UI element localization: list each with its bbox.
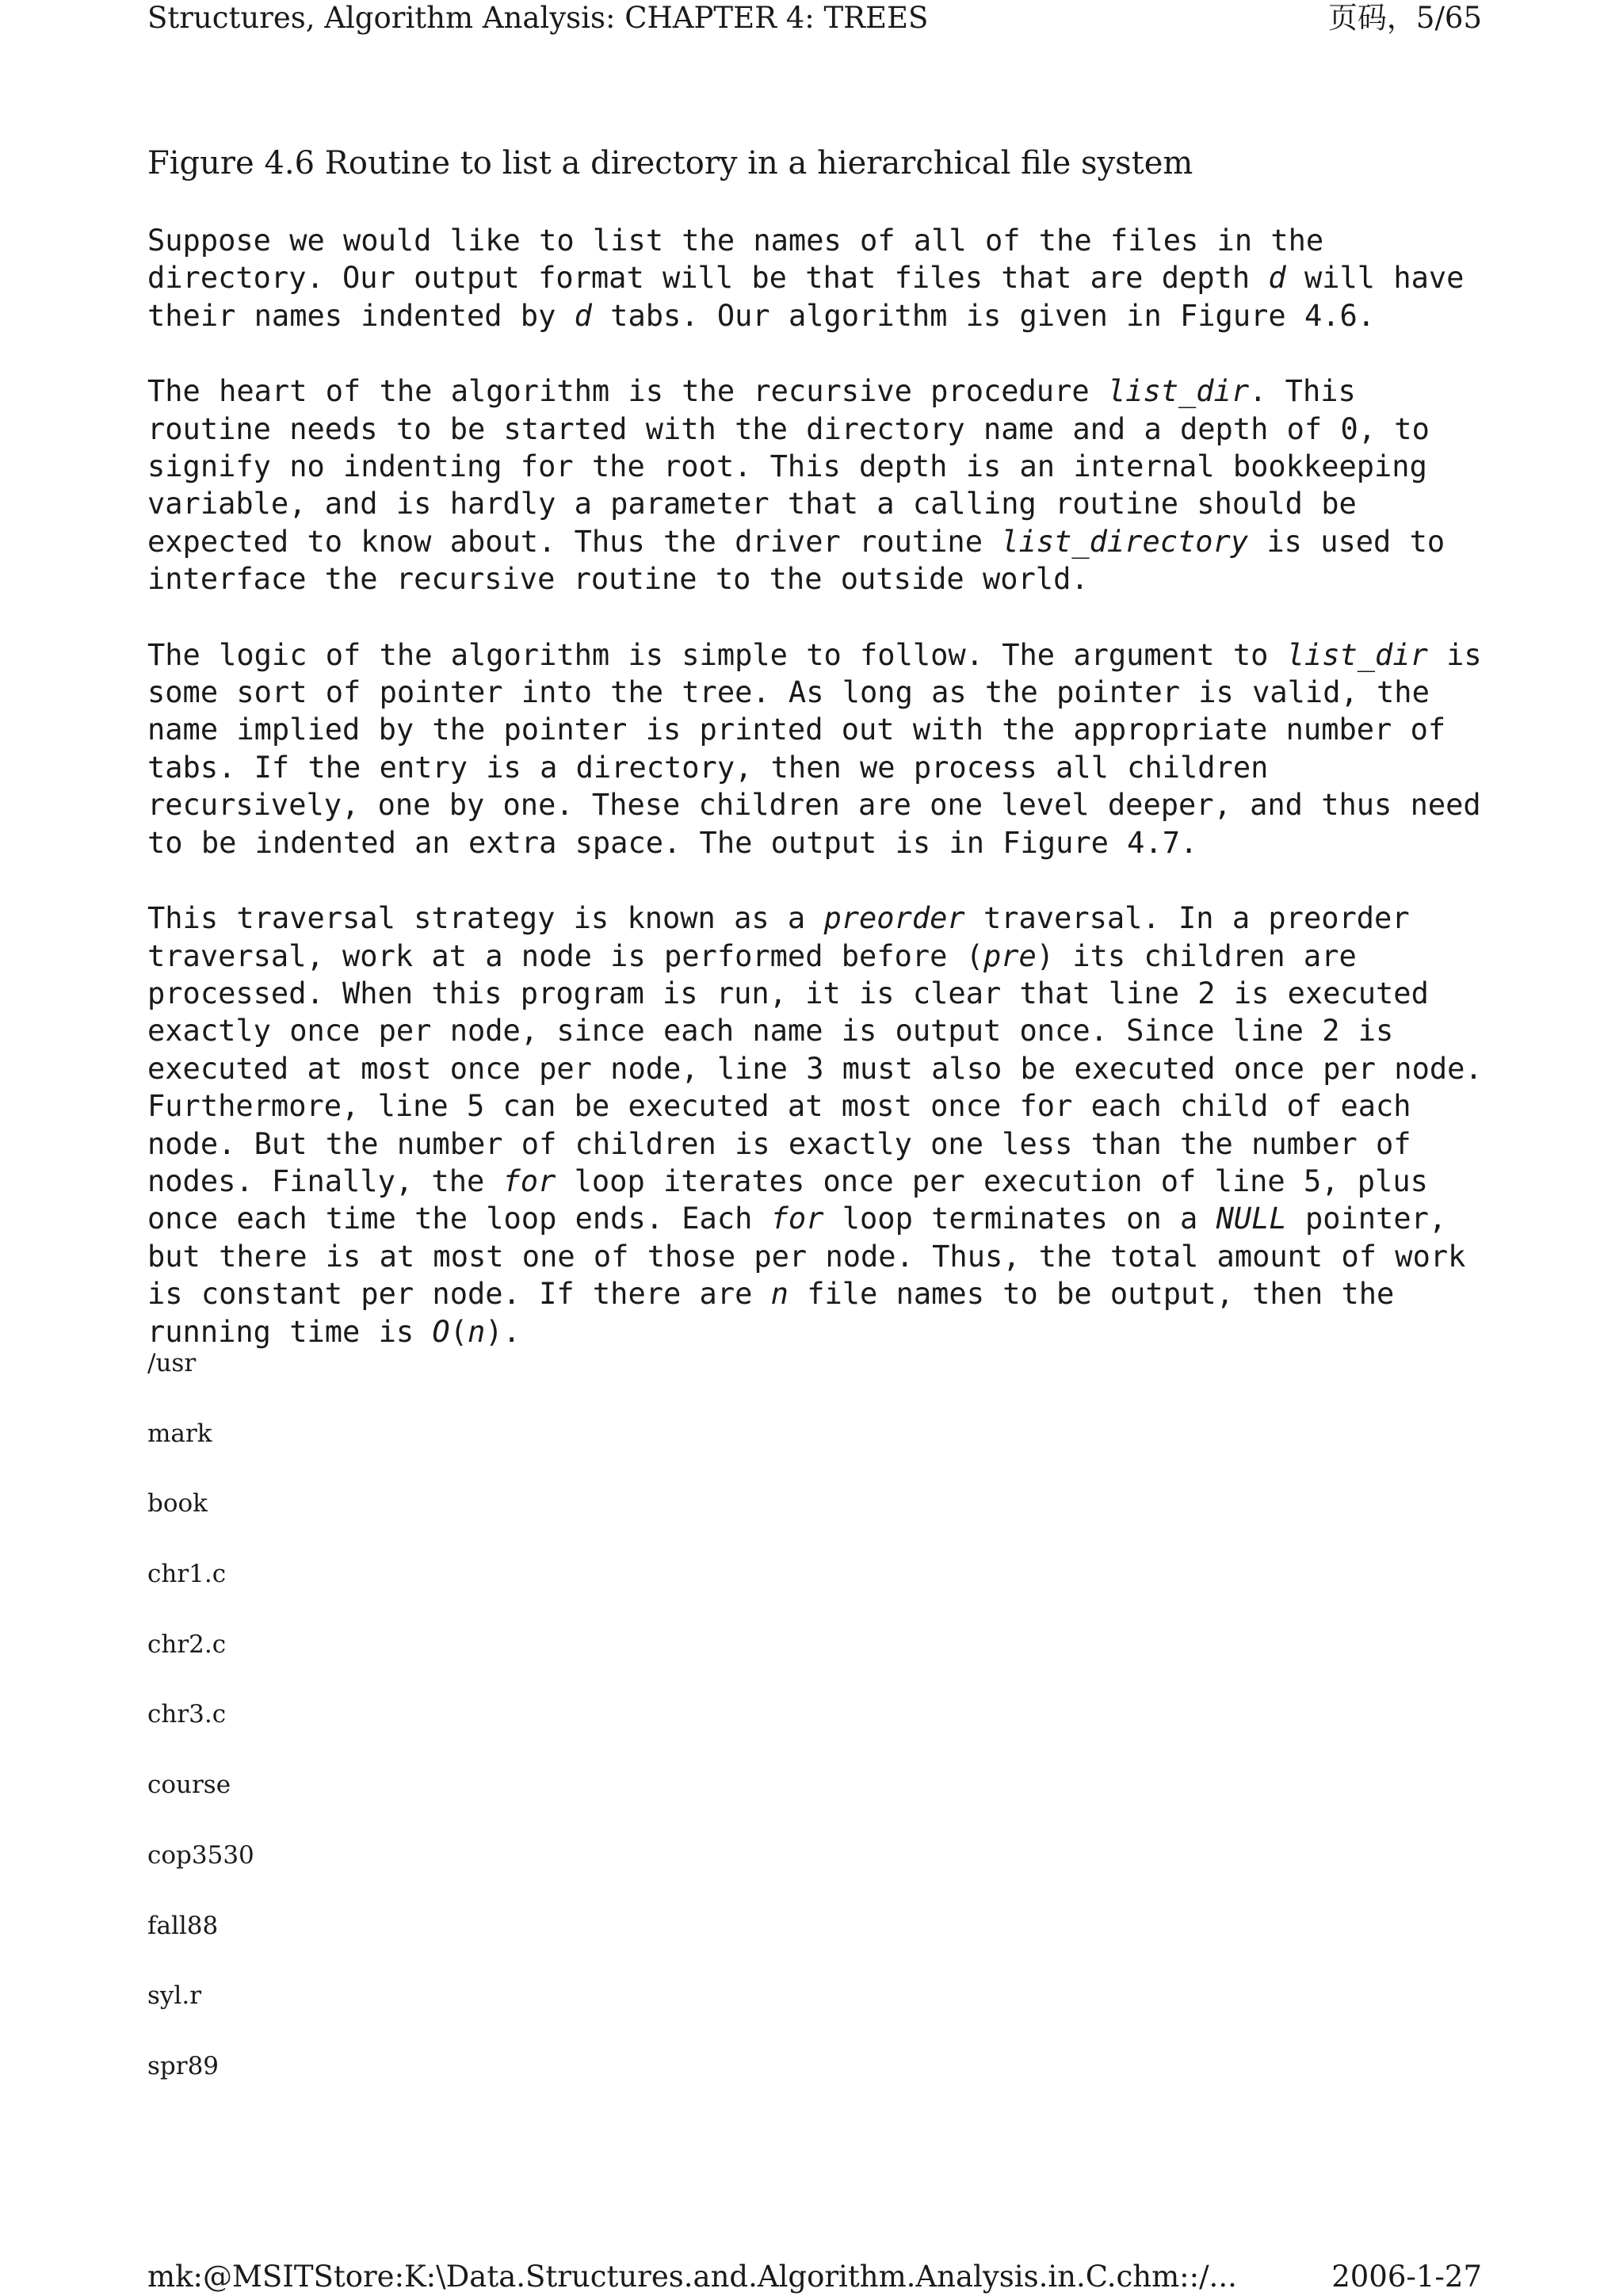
- italic-big-o: O: [432, 1314, 450, 1349]
- italic-null: NULL: [1216, 1201, 1287, 1236]
- text-run: ).: [485, 1314, 521, 1349]
- text-run: loop iterates once per execution of line 5, plus once each time the loop ends. Each: [147, 1163, 1428, 1236]
- header-page-number: 页码，5/65: [1327, 1, 1482, 35]
- italic-preorder: preorder: [823, 901, 965, 936]
- text-run: The heart of the algorithm is the recursive procedure: [147, 374, 1108, 409]
- italic-list-dir: list_dir: [1286, 637, 1428, 672]
- text-run: ) its children are processed. When this program is run, it is clear that line 2 is executed exactly once per node, since each name is output once. Since line 2 is executed at most once per node, line 3 must also be executed once per node. Furthermore, line 5 can be executed at most once for each child of each node. But the number of children is exactly one less than the number of nodes. Finally, the: [147, 938, 1483, 1198]
- text-run: is some sort of pointer into the tree. As long as the pointer is valid, the name implied by the pointer is printed out with the appropriate number of tabs. If the entry is a directory, then we process all children recursively, one by one. These children are one level deeper, and thus need to be indented an extra space. The output is in Figure 4.7.: [147, 637, 1482, 860]
- text-run: . This routine needs to be started with the directory name and a depth of 0, to signify no indenting for the root. This depth is an internal bookkeeping variable, and is hardly a parameter that a calling routine should be expected to know about. Thus the driver routine: [147, 374, 1430, 559]
- listing-entry: chr1.c: [147, 1560, 227, 1589]
- figure-caption: Figure 4.6 Routine to list a directory in a hierarchical file system: [147, 145, 1193, 181]
- text-run: pointer, but there is at most one of those per node. Thus, the total amount of work is constant per node. If there are: [147, 1201, 1466, 1312]
- text-run: Suppose we would like to list the names of all of the files in the directory. Our output format will be that files that are depth: [147, 223, 1324, 296]
- text-run: traversal. In a preorder traversal, work at a node is performed before (: [147, 901, 1410, 973]
- text-run: This traversal strategy is known as a: [147, 901, 824, 936]
- listing-entry: book: [147, 1489, 208, 1519]
- text-run: is used to interface the recursive routine to the outside world.: [147, 524, 1445, 597]
- italic-for: for: [502, 1163, 556, 1198]
- text-run: (: [449, 1314, 468, 1349]
- listing-entry: fall88: [147, 1911, 219, 1940]
- text-run: file names to be output, then the running time is: [147, 1277, 1395, 1349]
- italic-list-directory: list_directory: [1001, 524, 1249, 559]
- listing-entry: cop3530: [147, 1840, 254, 1870]
- listing-entry: mark: [147, 1419, 212, 1448]
- listing-entry: chr3.c: [147, 1700, 227, 1729]
- italic-list-dir: list_dir: [1107, 374, 1250, 409]
- paragraph-3: [147, 636, 1495, 861]
- italic-n: n: [770, 1277, 789, 1312]
- footer-source-path: mk:@MSITStore:K:\Data.Structures.and.Algorithm.Analysis.in.C.chm::/...: [147, 2260, 1237, 2294]
- paragraph-4: [147, 900, 1495, 1350]
- listing-entry: course: [147, 1771, 231, 1800]
- italic-for: for: [770, 1201, 824, 1236]
- italic-pre: pre: [983, 938, 1037, 973]
- listing-entry: chr2.c: [147, 1629, 227, 1659]
- text-run: will have their names indented by: [147, 261, 1465, 333]
- listing-entry: /usr: [147, 1349, 197, 1377]
- paragraph-1: [147, 222, 1495, 334]
- italic-d: d: [1268, 261, 1286, 296]
- text-run: The logic of the algorithm is simple to follow. The argument to: [147, 637, 1287, 672]
- document-body: [147, 143, 1495, 1389]
- text-run: loop terminates on a: [823, 1201, 1216, 1236]
- italic-d: d: [574, 298, 592, 333]
- text-run: tabs. Our algorithm is given in Figure 4.6.: [591, 298, 1376, 333]
- footer-date: 2006-1-27: [1331, 2260, 1482, 2294]
- directory-listing: [147, 1347, 254, 2121]
- listing-entry: syl.r: [147, 1981, 202, 2011]
- listing-entry: spr89: [147, 2051, 220, 2080]
- header-title: Structures, Algorithm Analysis: CHAPTER 4: TREES: [147, 1, 929, 35]
- italic-n: n: [467, 1314, 486, 1349]
- paragraph-2: [147, 372, 1495, 598]
